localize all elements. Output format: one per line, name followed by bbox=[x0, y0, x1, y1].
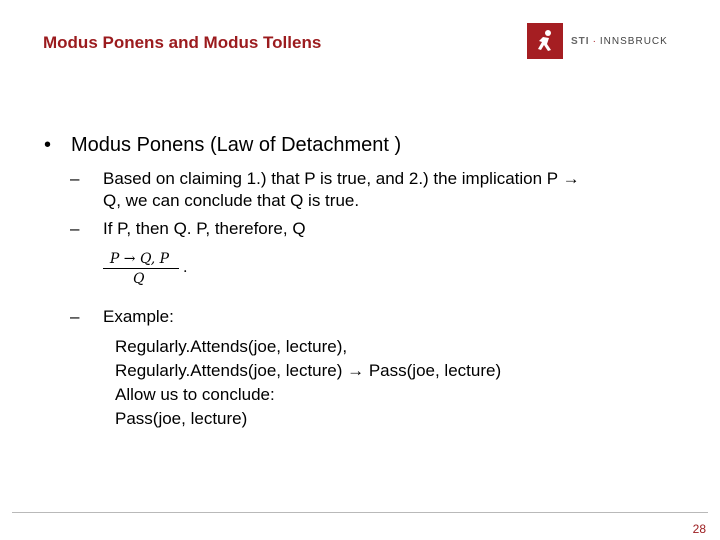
page-number: 28 bbox=[692, 522, 706, 536]
formula-numerator: P → Q, P bbox=[109, 251, 170, 267]
sub-item-text: Based on claiming 1.) that P is true, and 2.) the implication P → bbox=[103, 169, 580, 188]
formula-denominator: Q bbox=[133, 271, 145, 287]
bullet-dot-icon: • bbox=[44, 134, 52, 156]
example-line: Regularly.Attends(joe, lecture) → Pass(joe, lecture) bbox=[115, 361, 502, 380]
sti-innsbruck-logo bbox=[527, 22, 668, 60]
inference-formula bbox=[103, 251, 188, 287]
logo-brand: STI bbox=[571, 35, 590, 47]
logo-text bbox=[571, 36, 668, 47]
bullet-text: Modus Ponens (Law of Detachment ) bbox=[71, 134, 402, 156]
example-line: Allow us to conclude: bbox=[115, 385, 275, 404]
logo-separator: · bbox=[592, 35, 597, 47]
logo-name: INNSBRUCK bbox=[599, 35, 668, 47]
dash-icon: – bbox=[70, 307, 80, 326]
dash-icon: – bbox=[70, 219, 80, 238]
footer-divider bbox=[12, 512, 708, 513]
dash-icon: – bbox=[70, 169, 80, 188]
example-line: Pass(joe, lecture) bbox=[115, 409, 248, 428]
example-lines bbox=[115, 335, 501, 431]
formula-period: . bbox=[183, 260, 188, 276]
sub-item-text: If P, then Q. P, therefore, Q bbox=[103, 219, 306, 238]
sub-item-text: Q, we can conclude that Q is true. bbox=[103, 191, 360, 210]
example-line: Regularly.Attends(joe, lecture), bbox=[115, 337, 348, 356]
slide-title: Modus Ponens and Modus Tollens bbox=[43, 33, 322, 52]
example-label: Example: bbox=[103, 307, 174, 326]
runner-icon bbox=[527, 23, 563, 59]
